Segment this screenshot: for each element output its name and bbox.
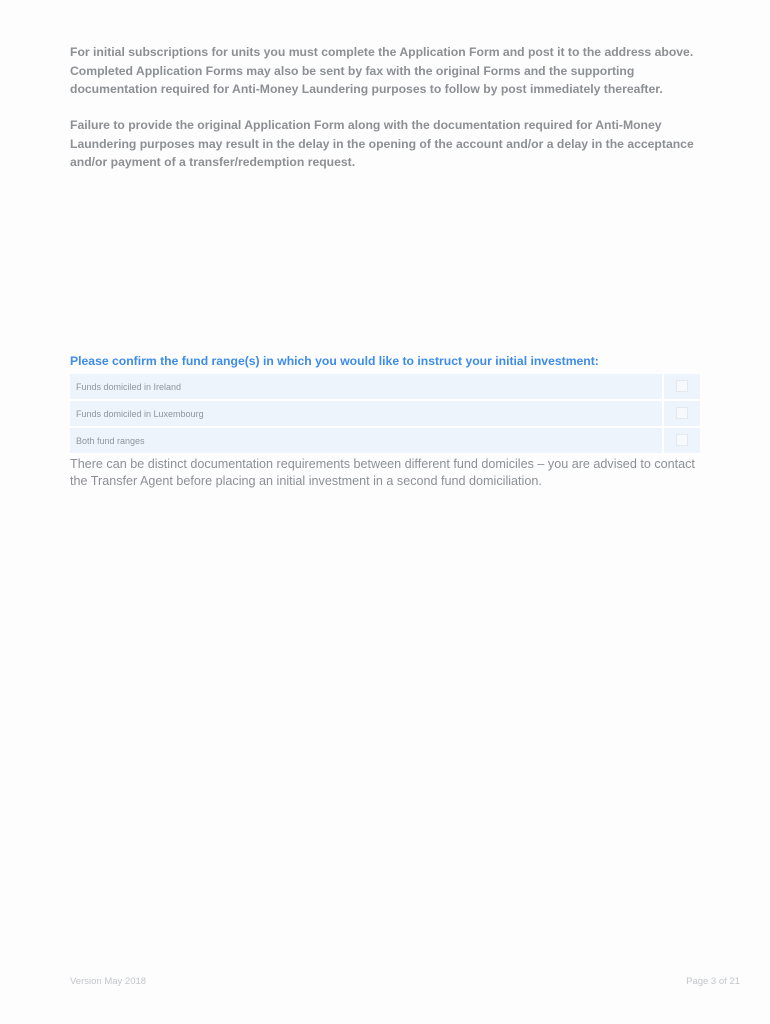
option-checkbox-cell-ireland xyxy=(662,374,700,401)
domicile-requirements-note: There can be distinct documentation requirements between different fund domiciles – you are advised to contact the Transfer Agent before placing an initial investment in a second fund domiciliation. xyxy=(70,457,695,488)
option-row-both xyxy=(70,428,700,455)
fund-range-question: Please confirm the fund range(s) in which you would like to instruct your initial investment: xyxy=(70,354,599,368)
option-checkbox-cell-luxembourg xyxy=(662,401,700,428)
application-form-instructions: For initial subscriptions for units you must complete the Application Form and post it to the address above. Completed Application Forms may also be sent by fax with the original Forms and the supporting documentation required for Anti-Money Laundering purposes to follow by post immediately thereafter. xyxy=(70,45,694,96)
original-form-warning: Failure to provide the original Application Form along with the documentation required for Anti-Money Laundering purposes may result in the delay in the opening of the account and/or a delay in the acceptance and/or payment of a transfer/redemption request. xyxy=(70,118,694,169)
option-checkbox-cell-both xyxy=(662,428,700,455)
option-row-ireland xyxy=(70,374,700,401)
option-row-luxembourg xyxy=(70,401,700,428)
ireland-checkbox[interactable] xyxy=(676,380,688,392)
option-label-luxembourg: Funds domiciled in Luxembourg xyxy=(70,401,662,428)
fund-range-options xyxy=(70,374,700,455)
footer-version: Version May 2018 xyxy=(70,976,147,987)
option-label-ireland: Funds domiciled in Ireland xyxy=(70,374,662,401)
option-label-both: Both fund ranges xyxy=(70,428,662,455)
luxembourg-checkbox[interactable] xyxy=(676,407,688,419)
both-ranges-checkbox[interactable] xyxy=(676,434,688,446)
footer-page-number: Page 3 of 21 xyxy=(686,976,740,987)
